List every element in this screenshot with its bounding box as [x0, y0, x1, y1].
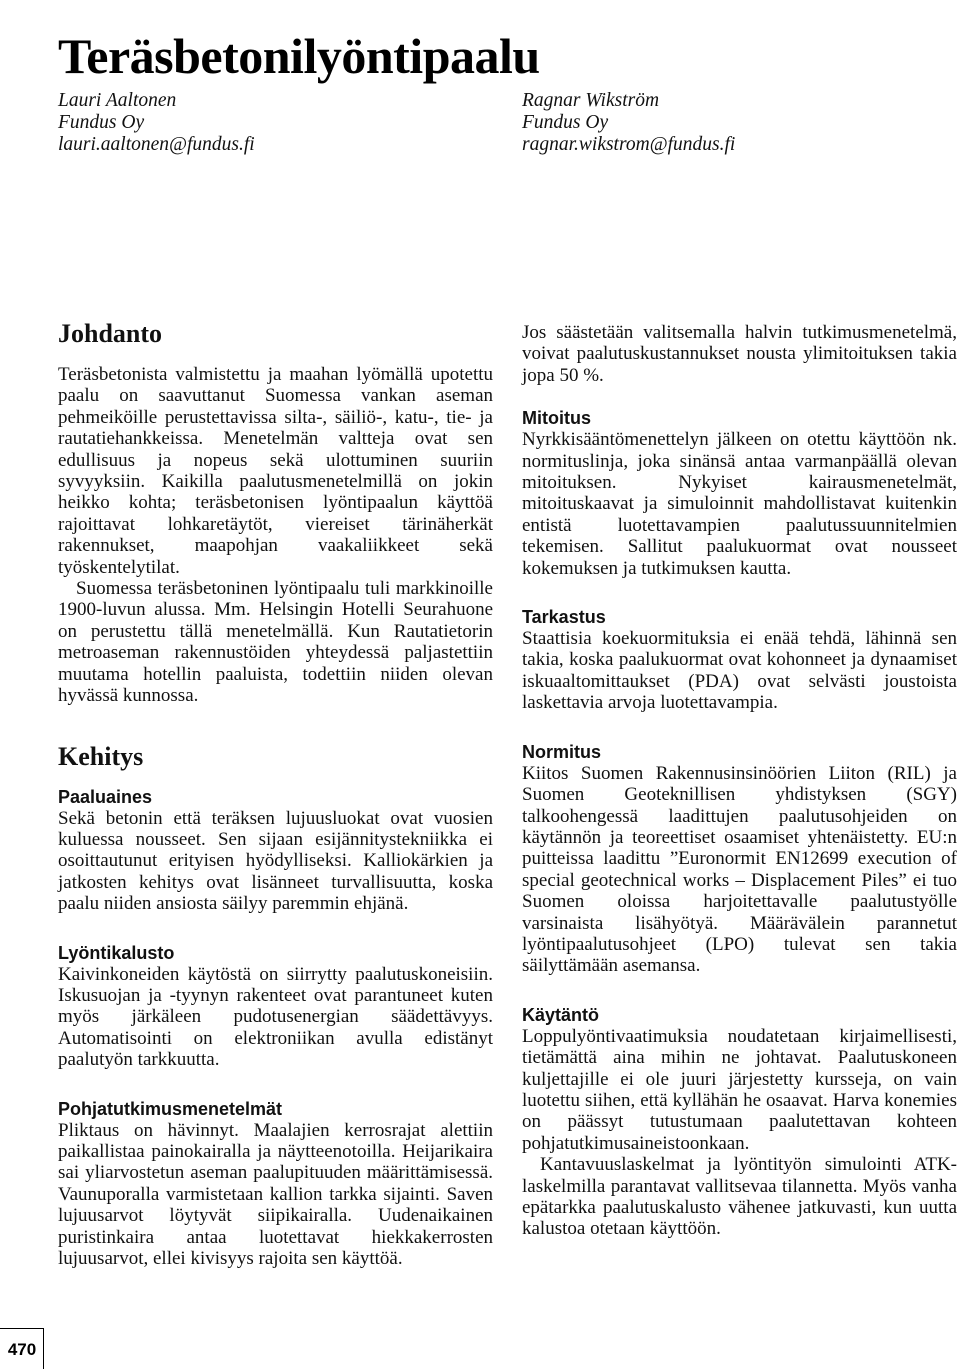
paragraph: Nyrkkisääntömenettelyn jälkeen on otettu käyttöön nk. normituslinja, joka sinänsä antaa varmanpäällä olevan mitoituksen. Nykyiset kairausmenetelmät, mitoituskaavat ja simuloinnit mahdollistavat kuitenkin entistä luotettavampien paalutussuunnitelmien tekemisen. Sallitut paalukuormat ovat nousseet kokemuksen ja tutkimuksen kautta. — [522, 429, 957, 579]
author-name: Lauri Aaltonen — [58, 90, 177, 111]
right-column — [522, 322, 957, 1240]
subsection-heading: Paaluaines — [58, 786, 153, 807]
subsection-heading: Tarkastus — [522, 607, 606, 628]
author-organization: Fundus Oy — [522, 112, 609, 133]
subsection-paaluaines — [58, 787, 493, 915]
subsection-lyontikalusto — [58, 943, 493, 1071]
paragraph: Loppulyöntivaatimuksia noudatetaan kirjaimellisesti, tietämättä aina mihin ne johtavat. Paalutuskoneen kuljettajille ei ole juuri järjestetty kursseja, on vain luotettu siihen, että kyllähän he osaavat. Harva konemies on päässyt tutustumaan paalutettavan kohteen pohjatutkimusaineistoonkaan. — [522, 1025, 957, 1154]
subsection-mitoitus — [522, 408, 957, 579]
paragraph: Kaivinkoneiden käytöstä on siirrytty paalutuskoneisiin. Iskusuojan ja -tyynyn rakenteet ovat parantuneet kuten myös järkäleen pudotusenergian säädettävyys. Automatisointi on elektroniikan avulla edistänyt paalutyön tarkkuutta. — [58, 963, 493, 1071]
author-name: Ragnar Wikström — [522, 90, 660, 111]
paragraph: Staattisia koekuormituksia ei enää tehdä, lähinnä sen takia, koska paalukuormat ovat kohonneet ja dynaamiset iskuaaltomittaukset (PDA) ovat selvästi joustoista laskettavia arvoja luotettavampia. — [522, 628, 957, 714]
paragraph: Jos säästetään valitsemalla halvin tutkimusmenetelmä, voivat paalutuskustannukset nousta ylimitoituksen takia jopa 50 %. — [522, 322, 957, 386]
section-heading-kehitys: Kehitys — [58, 741, 144, 771]
paragraph: Sekä betonin että teräksen lujuusluokat ovat vuosien kuluessa nousseet. Sen sijaan esijännitystekniikka ei osoittautunut erityisen hyödylliseksi. Kalliokärkien ja jatkosten kehitys ovat lisänneet turvallisuutta, koska paalu niiden ansiosta säilyy paremmin ehjänä. — [58, 807, 493, 915]
subsection-pohjatutkimus — [58, 1099, 493, 1270]
page-number: 470 — [7, 1340, 37, 1359]
author-email: lauri.aaltonen@fundus.fi — [58, 134, 255, 155]
author-block-1 — [58, 90, 255, 156]
page-title: Teräsbetonilyöntipaalu — [58, 28, 540, 84]
subsection-heading: Pohjatutkimusmenetelmät — [58, 1098, 283, 1119]
paragraph: Suomessa teräsbetoninen lyöntipaalu tuli markkinoille 1900-luvun alussa. Mm. Helsingin Hotelli Seurahuone on perustettu tällä menetelmällä. Kun Rautatietorin metroaseman rakennustöiden yhteydessä paljastettiin muutama hotellin paaluista, todettiin niiden olevan hyvässä kunnossa. — [58, 578, 493, 707]
paragraph: Kantavuuslaskelmat ja lyöntityön simulointi ATK-laskelmilla parantavat vallitsevaa tilannetta. Myös vanha epätarkka paalutuskalusto vähenee jatkuvasti, kun uutta kalustoa otetaan käyttöön. — [522, 1154, 957, 1240]
section-heading-johdanto: Johdanto — [58, 319, 163, 348]
subsection-heading: Käytäntö — [522, 1004, 600, 1025]
author-organization: Fundus Oy — [58, 112, 145, 133]
paragraph: Teräsbetonista valmistettu ja maahan lyömällä upotettu paalu on saavuttanut Suomessa vankan aseman pehmeiköille perustettavissa silta-, säiliö-, katu-, tie- ja rautatiehankkeissa. Menetelmän valtteja ovat sen edullisuus ja nopeus sekä ulottuminen suuriin syvyyksiin. Kaikilla paalutusmenetelmillä on jokin heikko kohta; teräsbetonisen lyöntipaalun käyttöä rajoittavat lohkaretäytöt, viereiset tärinäherkät rakennukset, maapohjan vaakaliikkeet sekä työskentelytilat. — [58, 364, 493, 578]
subsection-tarkastus — [522, 607, 957, 714]
paragraph: Kiitos Suomen Rakennusinsinöörien Liiton (RIL) ja Suomen Geoteknillisen yhdistyksen (SGY) talkoohengessä laadittujen paalutusohjeiden on käytännön ja teoreettiset osaamiset yhtenäistetty. EU:n puitteissa laadittu ”Euronormit EN12699 execution of special geotechnical works – Displacement Piles” ei tuo Suomen oloissa harjoitettavalle paalutustyölle varsinaista lisähyötyä. Määrävälein parannetut lyöntipaalutusohjeet (LPO) tulevat sen takia säilyttämään asemansa. — [522, 762, 957, 977]
left-column — [58, 318, 493, 1269]
subsection-heading: Lyöntikalusto — [58, 942, 175, 963]
author-email: ragnar.wikstrom@fundus.fi — [522, 134, 736, 155]
subsection-heading: Normitus — [522, 741, 602, 762]
subsection-kaytanto — [522, 1005, 957, 1240]
subsection-heading: Mitoitus — [522, 408, 591, 429]
paragraph: Pliktaus on hävinnyt. Maalajien kerrosrajat alettiin paikallistaa painokairalla ja näytteenotoilla. Heijarikaira sai yliarvostetun aseman paalupituuden määrittämisessä. Vaunuporalla varmistetaan kallion tarkka sijainti. Saven lujuusarvot löytyvät siipikairalla. Uudenaikainen puristinkaira antaa luotettavat hiekkakerrosten lujuusarvot, ellei kivisyys rajoita sen käyttöä. — [58, 1119, 493, 1269]
author-block-2 — [522, 90, 735, 156]
subsection-normitus — [522, 742, 957, 977]
